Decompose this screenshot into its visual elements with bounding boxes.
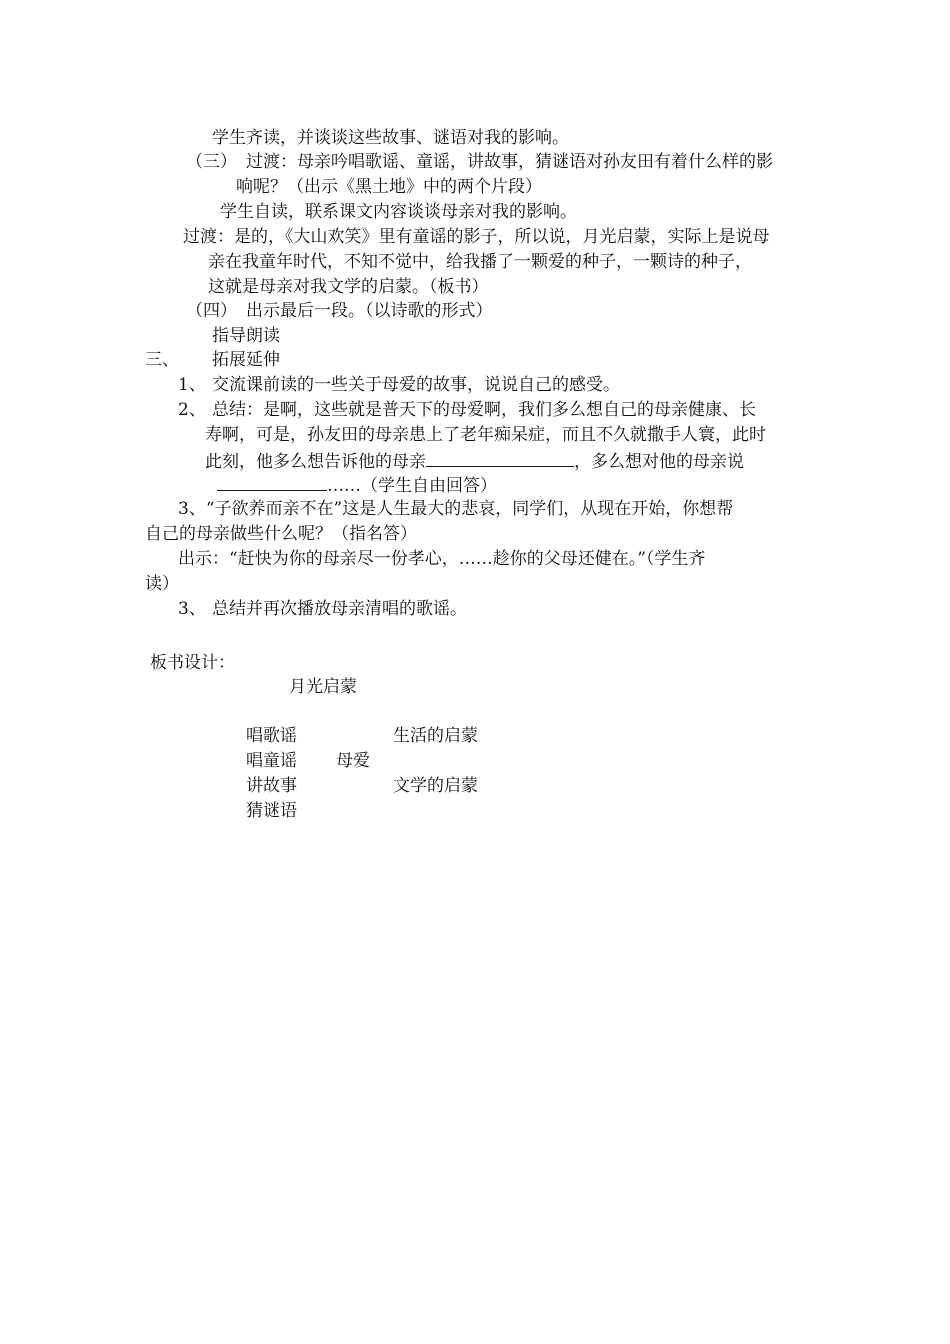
paragraph-line: 学生自读，联系课文内容谈谈母亲对我的影响。 (220, 202, 577, 222)
list-number: 2、 (178, 400, 206, 420)
section-title: 拓展延伸 (212, 350, 280, 370)
board-left-item: 猜谜语 (246, 801, 297, 821)
list-number: 1、 (178, 375, 206, 395)
paragraph-line: 读） (145, 574, 179, 594)
fill-blank-line (217, 472, 327, 491)
board-left-item: 讲故事 (246, 776, 297, 796)
board-left-item: 唱童谣 (246, 751, 297, 771)
paragraph-line: 亲在我童年时代，不知不觉中，给我播了一颗爱的种子，一颗诗的种子， (208, 252, 752, 272)
board-design-heading: 板书设计： (150, 653, 235, 673)
paragraph-line: 寿啊，可是，孙友田的母亲患上了老年痴呆症，而且不久就撒手人寰，此时 (205, 425, 766, 445)
paragraph-line: 这就是母亲对我文学的启蒙。（板书） (208, 277, 489, 297)
board-center-item: 母爱 (336, 751, 370, 771)
paragraph-line (205, 448, 744, 474)
paragraph-line: 学生齐读，并谈谈这些故事、谜语对我的影响。 (212, 128, 569, 148)
paragraph-line: 3、“子欲养而亲不在”这是人生最大的悲哀，同学们，从现在开始，你想帮 (178, 499, 734, 519)
list-item: 交流课前读的一些关于母爱的故事，说说自己的感受。 (212, 375, 620, 395)
text-segment: 此刻，他多么想告诉他的母亲 (205, 452, 426, 472)
list-number: 3、 (178, 599, 206, 619)
board-right-item: 文学的启蒙 (393, 776, 478, 796)
paragraph-line: 自己的母亲做些什么呢？（指名答） (145, 524, 417, 544)
board-right-item: 生活的启蒙 (393, 726, 478, 746)
paragraph-line: 出示：“赶快为你的母亲尽一份孝心，……趁你的父母还健在。”（学生齐 (178, 549, 706, 569)
paragraph-line: 响呢？（出示《黑土地》中的两个片段） (236, 177, 542, 197)
text-segment: ……（学生自由回答） (327, 476, 497, 496)
list-item: 总结并再次播放母亲清唱的歌谣。 (212, 599, 467, 619)
board-left-item: 唱歌谣 (246, 726, 297, 746)
section-number: 三、 (145, 350, 179, 370)
board-title: 月光启蒙 (289, 677, 357, 697)
paragraph-line: 出示最后一段。（以诗歌的形式） (246, 301, 493, 321)
item-label: （四） (186, 301, 237, 321)
paragraph-line: 过渡：母亲吟唱歌谣、童谣，讲故事，猜谜语对孙友田有着什么样的影 (246, 152, 773, 172)
text-segment: ，多么想对他的母亲说 (574, 452, 744, 472)
fill-blank-line (426, 448, 574, 467)
list-item: 总结：是啊，这些就是普天下的母爱啊，我们多么想自己的母亲健康、长 (212, 400, 756, 420)
paragraph-line: 过渡：是的，《大山欢笑》里有童谣的影子，所以说，月光启蒙，实际上是说母 (183, 227, 770, 247)
item-label: （三） (186, 152, 237, 172)
paragraph-line (217, 472, 497, 498)
paragraph-line: 指导朗读 (212, 326, 280, 346)
